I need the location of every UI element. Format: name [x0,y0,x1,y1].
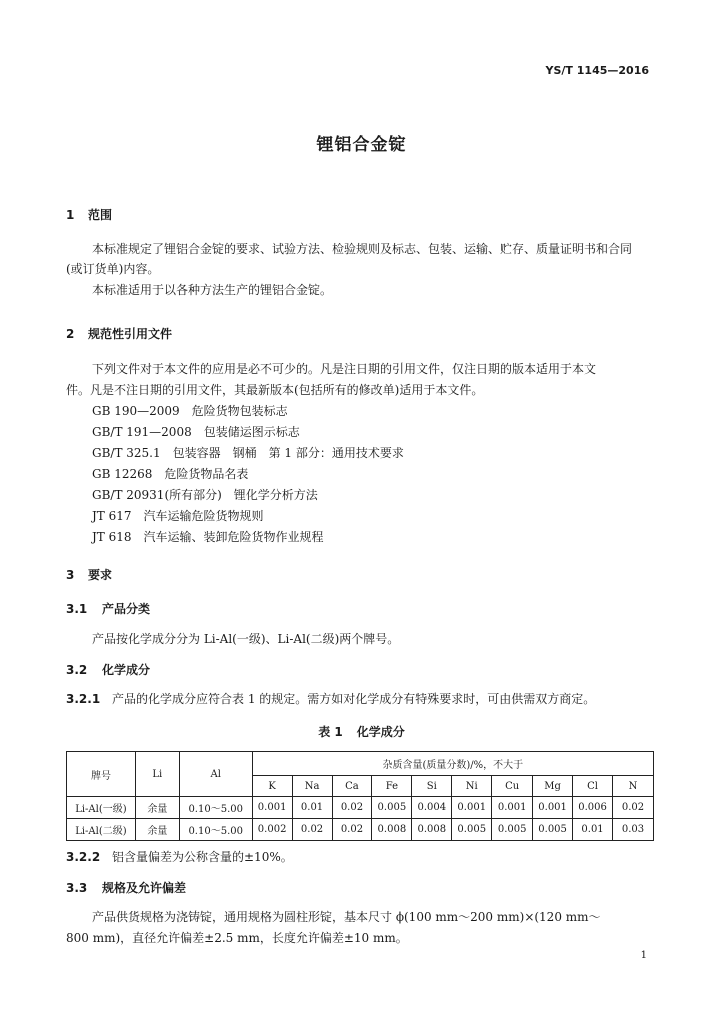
subsection-3-2-heading [66,661,150,678]
product-classification-text: 产品按化学成分分为 Li-Al(一级)、Li-Al(二级)两个牌号。 [92,632,400,646]
subsection-3-1-heading [66,600,150,617]
chemical-composition-table [66,751,654,841]
cell-value: 0.008 [372,819,412,841]
clause-3-2-1 [66,690,595,709]
header-al: Al [179,752,252,797]
clause-text: 铝含量偏差为公称含量的±10%。 [112,850,293,864]
cell-value: 0.02 [613,797,654,819]
document-title: 锂铝合金锭 [316,135,407,155]
table-caption-title: 化学成分 [356,725,405,739]
section-number: 3 [66,568,75,582]
cell-value: 0.008 [412,819,452,841]
references-intro-line-1: 下列文件对于本文件的应用是必不可少的。凡是注日期的引用文件，仅注日期的版本适用于本文 [92,362,597,376]
specification-text-line-1: 产品供货规格为浇铸锭，通用规格为圆柱形锭，基本尺寸 ϕ(100 mm～200 mm)×(120 mm～ [92,910,601,924]
clause-text: 产品的化学成分应符合表 1 的规定。需方如对化学成分有特殊要求时，可由供需双方商定。 [112,692,596,706]
element-header: Ni [452,776,492,797]
scope-paragraph-line-1: 本标准规定了锂铝合金锭的要求、试验方法、检验规则及标志、包装、运输、贮存、质量证明书和合同 [92,242,633,256]
section-1-heading [66,206,112,223]
element-header: Cl [573,776,613,797]
cell-value: 0.005 [492,819,533,841]
subsection-number: 3.1 [66,602,88,616]
cell-value: 0.005 [372,797,412,819]
cell-value: 0.01 [292,797,332,819]
cell-value: 0.001 [452,797,492,819]
cell-grade: Li-Al(二级) [67,819,136,841]
cell-al: 0.10～5.00 [179,797,252,819]
cell-value: 0.001 [252,797,292,819]
specification-text-line-2: 800 mm)，直径允许偏差±2.5 mm，长度允许偏差±10 mm。 [66,931,408,945]
references-intro-line-2: 件。凡是不注日期的引用文件，其最新版本(包括所有的修改单)适用于本文件。 [66,383,484,397]
table-row [67,797,654,819]
subsection-3-3-heading [66,879,186,896]
element-header: N [613,776,654,797]
subsection-title: 化学成分 [102,663,151,677]
cell-value: 0.001 [492,797,533,819]
element-header: Si [412,776,452,797]
element-header: Na [292,776,332,797]
reference-item: GB/T 191—2008 包装储运图示标志 [92,425,300,439]
clause-number: 3.2.2 [66,850,101,864]
cell-grade: Li-Al(一级) [67,797,136,819]
subsection-title: 规格及允许偏差 [102,881,187,895]
subsection-number: 3.3 [66,881,88,895]
table-row [67,819,654,841]
cell-li: 余量 [135,797,179,819]
scope-paragraph-line-2: (或订货单)内容。 [66,262,160,276]
scope-applicability: 本标准适用于以各种方法生产的锂铝合金锭。 [92,283,333,297]
table-header-row [67,752,654,776]
section-3-heading [66,566,112,583]
element-header: Mg [533,776,573,797]
element-header: Fe [372,776,412,797]
element-header: Cu [492,776,533,797]
cell-value: 0.02 [332,797,372,819]
subsection-title: 产品分类 [102,602,151,616]
section-number: 2 [66,327,75,341]
cell-value: 0.005 [533,819,573,841]
page-number: 1 [640,950,647,961]
standard-number: YS/T 1145—2016 [545,64,649,77]
cell-li: 余量 [135,819,179,841]
clause-3-2-2 [66,848,293,867]
table-caption-number: 表 1 [318,725,343,739]
cell-al: 0.10～5.00 [179,819,252,841]
cell-value: 0.02 [332,819,372,841]
subsection-number: 3.2 [66,663,88,677]
table-caption [0,723,723,740]
section-title: 规范性引用文件 [88,327,173,341]
reference-item: GB/T 20931(所有部分) 锂化学分析方法 [92,488,318,502]
cell-value: 0.006 [573,797,613,819]
reference-item: JT 618 汽车运输、装卸危险货物作业规程 [92,530,324,544]
cell-value: 0.005 [452,819,492,841]
cell-value: 0.001 [533,797,573,819]
section-title: 范围 [88,208,113,222]
section-2-heading [66,325,172,342]
header-li: Li [135,752,179,797]
cell-value: 0.02 [292,819,332,841]
reference-item: GB 12268 危险货物品名表 [92,467,249,481]
cell-value: 0.002 [252,819,292,841]
reference-item: JT 617 汽车运输危险货物规则 [92,509,264,523]
element-header: Ca [332,776,372,797]
cell-value: 0.004 [412,797,452,819]
clause-number: 3.2.1 [66,692,101,706]
section-number: 1 [66,208,75,222]
header-impurity: 杂质含量(质量分数)/%，不大于 [252,752,653,776]
section-title: 要求 [88,568,113,582]
cell-value: 0.01 [573,819,613,841]
element-header: K [252,776,292,797]
cell-value: 0.03 [613,819,654,841]
header-grade: 牌号 [67,752,136,797]
reference-item: GB 190—2009 危险货物包装标志 [92,404,288,418]
reference-item: GB/T 325.1 包装容器 钢桶 第 1 部分：通用技术要求 [92,446,404,460]
